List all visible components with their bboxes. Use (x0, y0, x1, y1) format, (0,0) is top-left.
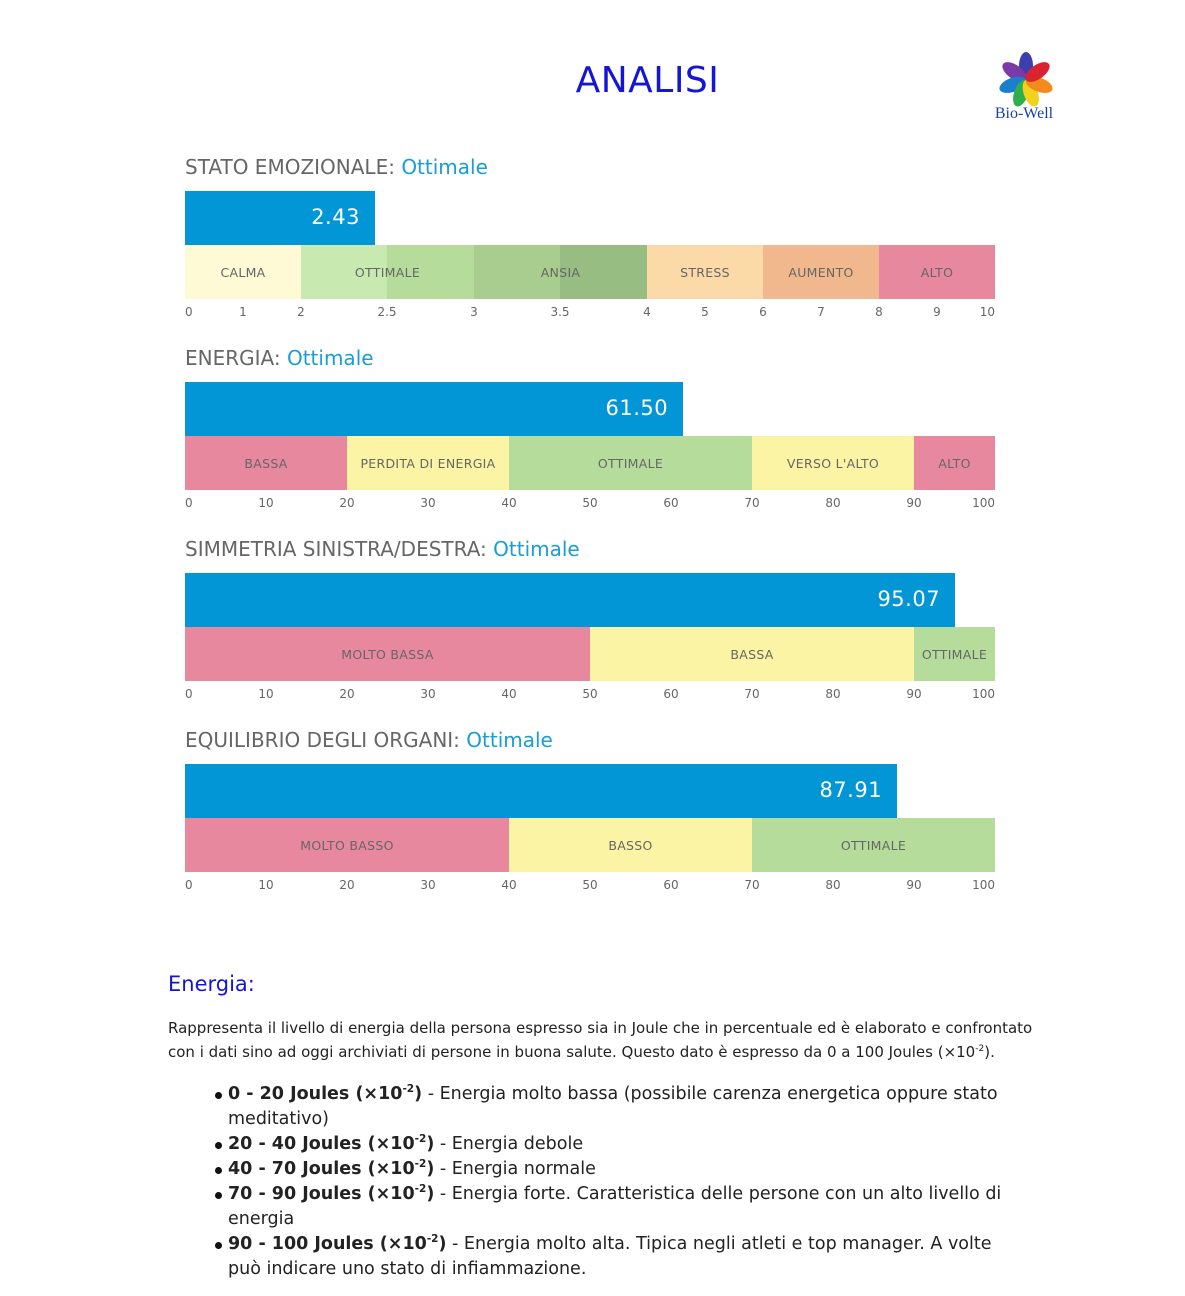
level-range: 70 - 90 Joules $(\times 10^{-2})$ (228, 1183, 435, 1204)
value-label: 2.43 (311, 205, 360, 229)
band-calma: CALMA (185, 245, 301, 299)
band-ansia: ANSIA (474, 245, 647, 299)
tick-label: 2.5 (377, 305, 397, 319)
tick-label: 10 (258, 878, 274, 892)
level-range: 20 - 40 Joules $(\times 10^{-2})$ (228, 1133, 435, 1154)
tick-label: 3 (470, 305, 478, 319)
tick-label: 10 (258, 496, 274, 510)
gauge-status: Ottimale (493, 537, 580, 561)
gauge-title-label: SIMMETRIA SINISTRA/DESTRA: (185, 537, 487, 561)
band-alto: ALTO (879, 245, 995, 299)
level-description: - Energia molto bassa (possibile carenza energetica oppure stato meditativo) (228, 1084, 998, 1129)
tick-label: 7 (817, 305, 825, 319)
value-bar (185, 382, 683, 436)
band-bassa: BASSA (185, 436, 347, 490)
value-bar (185, 191, 375, 245)
tick-label: 100 (972, 878, 995, 892)
gauge-title-label: ENERGIA: (185, 346, 281, 370)
level-description: - Energia normale (434, 1159, 596, 1179)
page-title: ANALISI (575, 60, 720, 101)
list-item (228, 1132, 1028, 1157)
energy-intro (168, 1016, 1048, 1064)
bands (185, 818, 995, 872)
band-ottimale: OTTIMALE (301, 245, 474, 299)
energy-levels-list (228, 1082, 1028, 1282)
tick-label: 80 (825, 496, 841, 510)
tick-label: 8 (875, 305, 883, 319)
tick-label: 30 (420, 496, 436, 510)
value-label: 87.91 (819, 778, 883, 802)
intro-text: Rappresenta il livello di energia della persona espresso sia in Joule che in percentuale ed è elaborato e confrontato con i dati sino ad oggi archiviati di persone in buona salute. Questo dato è espresso da 0 a 100 Joules (×10 (168, 1019, 1033, 1061)
list-item (228, 1232, 1028, 1282)
gauge-equilibrio-organi (185, 728, 995, 908)
tick-label: 70 (744, 496, 760, 510)
tick-label: 20 (339, 496, 355, 510)
gauge-status: Ottimale (286, 346, 374, 370)
tick-axis (185, 687, 995, 703)
level-range: 0 - 20 Joules $(\times 10^{-2})$ (228, 1083, 423, 1104)
tick-label: 40 (501, 496, 517, 510)
gauge-status: Ottimale (466, 728, 553, 752)
level-description: - Energia debole (434, 1134, 584, 1154)
tick-label: 50 (582, 496, 598, 510)
list-item (228, 1157, 1028, 1182)
band-molto-bassa: MOLTO BASSA (185, 627, 590, 681)
level-description: - Energia forte. Caratteristica delle persone con un alto livello di energia (228, 1184, 1002, 1229)
gauge-title (185, 155, 488, 179)
band-bassa: BASSA (590, 627, 914, 681)
gauge-title-label: EQUILIBRIO DEGLI ORGANI: (185, 728, 460, 752)
tick-label: 20 (339, 687, 355, 701)
tick-label: 10 (258, 687, 274, 701)
tick-label: 3.5 (550, 305, 570, 319)
band-verso-l-alto: VERSO L'ALTO (752, 436, 914, 490)
list-item (228, 1182, 1028, 1232)
tick-label: 70 (744, 687, 760, 701)
tick-label: 70 (744, 878, 760, 892)
gauge-energia (185, 346, 995, 526)
tick-label: 30 (420, 878, 436, 892)
band-ottimale: OTTIMALE (752, 818, 995, 872)
gauge-title (185, 537, 580, 561)
tick-label: 40 (501, 878, 517, 892)
bands (185, 436, 995, 490)
band-basso: BASSO (509, 818, 752, 872)
level-range: 90 - 100 Joules $(\times 10^{-2})$ (228, 1233, 447, 1254)
band-ottimale: OTTIMALE (914, 627, 995, 681)
tick-label: 60 (663, 496, 679, 510)
tick-axis (185, 878, 995, 894)
tick-label: 0 (185, 687, 193, 701)
tick-label: 60 (663, 687, 679, 701)
energy-section-heading: Energia: (168, 972, 255, 996)
tick-label: 90 (906, 687, 922, 701)
band-molto-basso: MOLTO BASSO (185, 818, 509, 872)
gauge-stato-emozionale (185, 155, 995, 335)
tick-label: 80 (825, 687, 841, 701)
tick-label: 9 (933, 305, 941, 319)
gauge-title-label: STATO EMOZIONALE: (185, 155, 395, 179)
intro-end: ). (984, 1043, 995, 1061)
intro-exponent: -2 (975, 1044, 985, 1054)
tick-label: 80 (825, 878, 841, 892)
band-ottimale: OTTIMALE (509, 436, 752, 490)
tick-label: 0 (185, 305, 193, 319)
bands (185, 245, 995, 299)
tick-axis (185, 496, 995, 512)
level-description: - Energia molto alta. Tipica negli atleti e top manager. A volte può indicare uno stato di infiammazione. (228, 1234, 992, 1279)
band-perdita-di-energia: PERDITA DI ENERGIA (347, 436, 509, 490)
gauge-title (185, 728, 553, 752)
tick-label: 50 (582, 878, 598, 892)
level-range: 40 - 70 Joules $(\times 10^{-2})$ (228, 1158, 435, 1179)
value-label: 61.50 (605, 396, 669, 420)
tick-label: 5 (701, 305, 709, 319)
gauge-status: Ottimale (401, 155, 488, 179)
bands (185, 627, 995, 681)
tick-label: 20 (339, 878, 355, 892)
band-alto: ALTO (914, 436, 995, 490)
band-aumento: AUMENTO (763, 245, 879, 299)
tick-label: 10 (979, 305, 995, 319)
value-label: 95.07 (877, 587, 941, 611)
tick-label: 60 (663, 878, 679, 892)
tick-label: 2 (297, 305, 305, 319)
tick-label: 30 (420, 687, 436, 701)
tick-label: 50 (582, 687, 598, 701)
gauge-title (185, 346, 374, 370)
tick-label: 1 (239, 305, 247, 319)
tick-label: 6 (759, 305, 767, 319)
tick-label: 40 (501, 687, 517, 701)
tick-label: 100 (972, 496, 995, 510)
value-bar (185, 764, 897, 818)
tick-label: 100 (972, 687, 995, 701)
tick-label: 90 (906, 496, 922, 510)
band-stress: STRESS (647, 245, 763, 299)
list-item (228, 1082, 1028, 1132)
logo-text: Bio-Well (994, 105, 1054, 122)
tick-label: 0 (185, 496, 193, 510)
tick-label: 90 (906, 878, 922, 892)
value-bar (185, 573, 955, 627)
tick-axis (185, 305, 995, 321)
tick-label: 0 (185, 878, 193, 892)
tick-label: 4 (643, 305, 651, 319)
gauge-simmetria (185, 537, 995, 717)
